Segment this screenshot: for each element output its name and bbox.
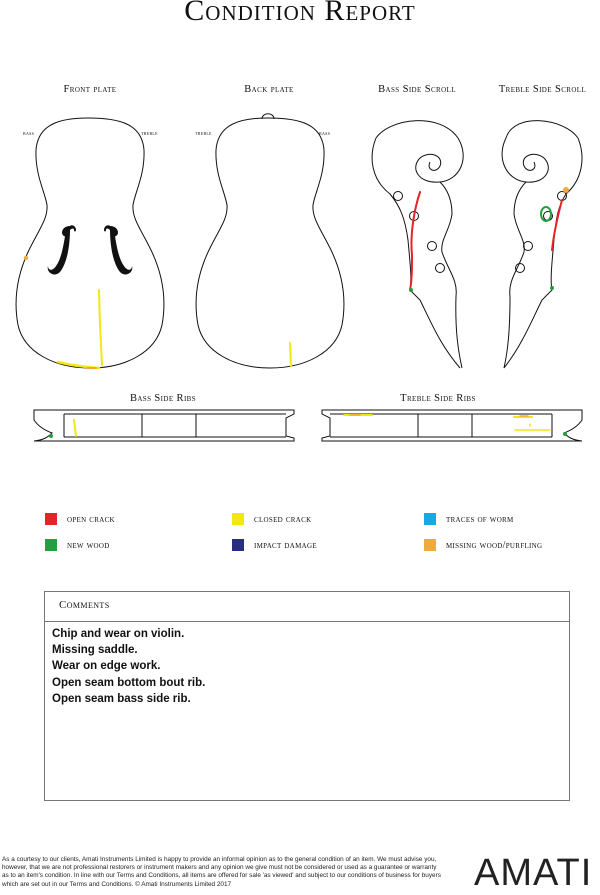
legend-label-traces-of-worm: traces of worm — [446, 514, 514, 525]
legend-swatch-traces-of-worm — [424, 513, 436, 525]
legend-label-impact-damage: impact damage — [254, 540, 317, 551]
front-plate-outline — [16, 118, 164, 368]
treble-scroll-damage — [541, 187, 569, 290]
bass-ribs-outline — [34, 410, 294, 441]
treble-ribs-damage — [344, 415, 567, 436]
bass-scroll-damage — [409, 192, 420, 292]
back-plate-damage — [290, 343, 291, 366]
comments-header — [44, 591, 570, 622]
front-treble-side-label: treble — [141, 131, 158, 137]
comments-heading: Comments — [59, 599, 110, 611]
back-treble-side-label: treble — [195, 131, 212, 137]
comment-line: Chip and wear on violin. — [52, 628, 185, 640]
comment-line: Open seam bottom bout rib. — [52, 677, 206, 689]
legend-label-closed-crack: closed crack — [254, 514, 312, 525]
legend-swatch-impact-damage — [232, 539, 244, 551]
legend-label-open-crack: open crack — [67, 514, 115, 525]
legend-label-new-wood: new wood — [67, 540, 110, 551]
back-plate-label: Back plate — [244, 84, 294, 95]
bass-scroll-label: Bass Side Scroll — [378, 84, 456, 95]
front-plate-label: Front plate — [63, 84, 117, 95]
brand-logo: AMATI — [474, 852, 593, 894]
legend-swatch-closed-crack — [232, 513, 244, 525]
legend-swatch-new-wood — [45, 539, 57, 551]
bass-scroll-outline — [372, 121, 463, 368]
legend-swatch-open-crack — [45, 513, 57, 525]
treble-scroll-label: Treble Side Scroll — [498, 84, 587, 95]
f-hole-right — [104, 225, 132, 274]
front-plate-damage — [24, 256, 102, 368]
comment-line: Wear on edge work. — [52, 660, 161, 672]
f-hole-left — [48, 225, 76, 274]
treble-scroll-outline — [502, 121, 582, 368]
comment-line: Open seam bass side rib. — [52, 693, 191, 705]
bass-ribs-damage — [49, 420, 76, 438]
disclaimer-text: As a courtesy to our clients, Amati Instruments Limited is happy to provide an informal opinion as to the general condition of an item. We must advise you, however, that we are not professional restorers or instrument makers and any opinion we give must not be considered or used as a guarantee or warranty as to an item's condition. In line with our Terms and Conditions, all items are offered for sale 'as viewed' and subject to our conditions of business for buyers which are set out in our Terms and Conditions. © Amati Instruments Limited 2017 — [2, 856, 441, 888]
comment-line: Missing saddle. — [52, 644, 138, 656]
back-bass-side-label: bass — [319, 131, 331, 137]
page-title: Condition Report — [184, 0, 416, 27]
front-bass-side-label: bass — [23, 131, 35, 137]
back-plate-outline — [196, 114, 344, 368]
legend-label-missing-wood: missing wood/purfling — [446, 540, 543, 551]
bass-ribs-label: Bass Side Ribs — [129, 393, 197, 404]
treble-ribs-label: Treble Side Ribs — [400, 393, 476, 404]
legend-swatch-missing-wood — [424, 539, 436, 551]
